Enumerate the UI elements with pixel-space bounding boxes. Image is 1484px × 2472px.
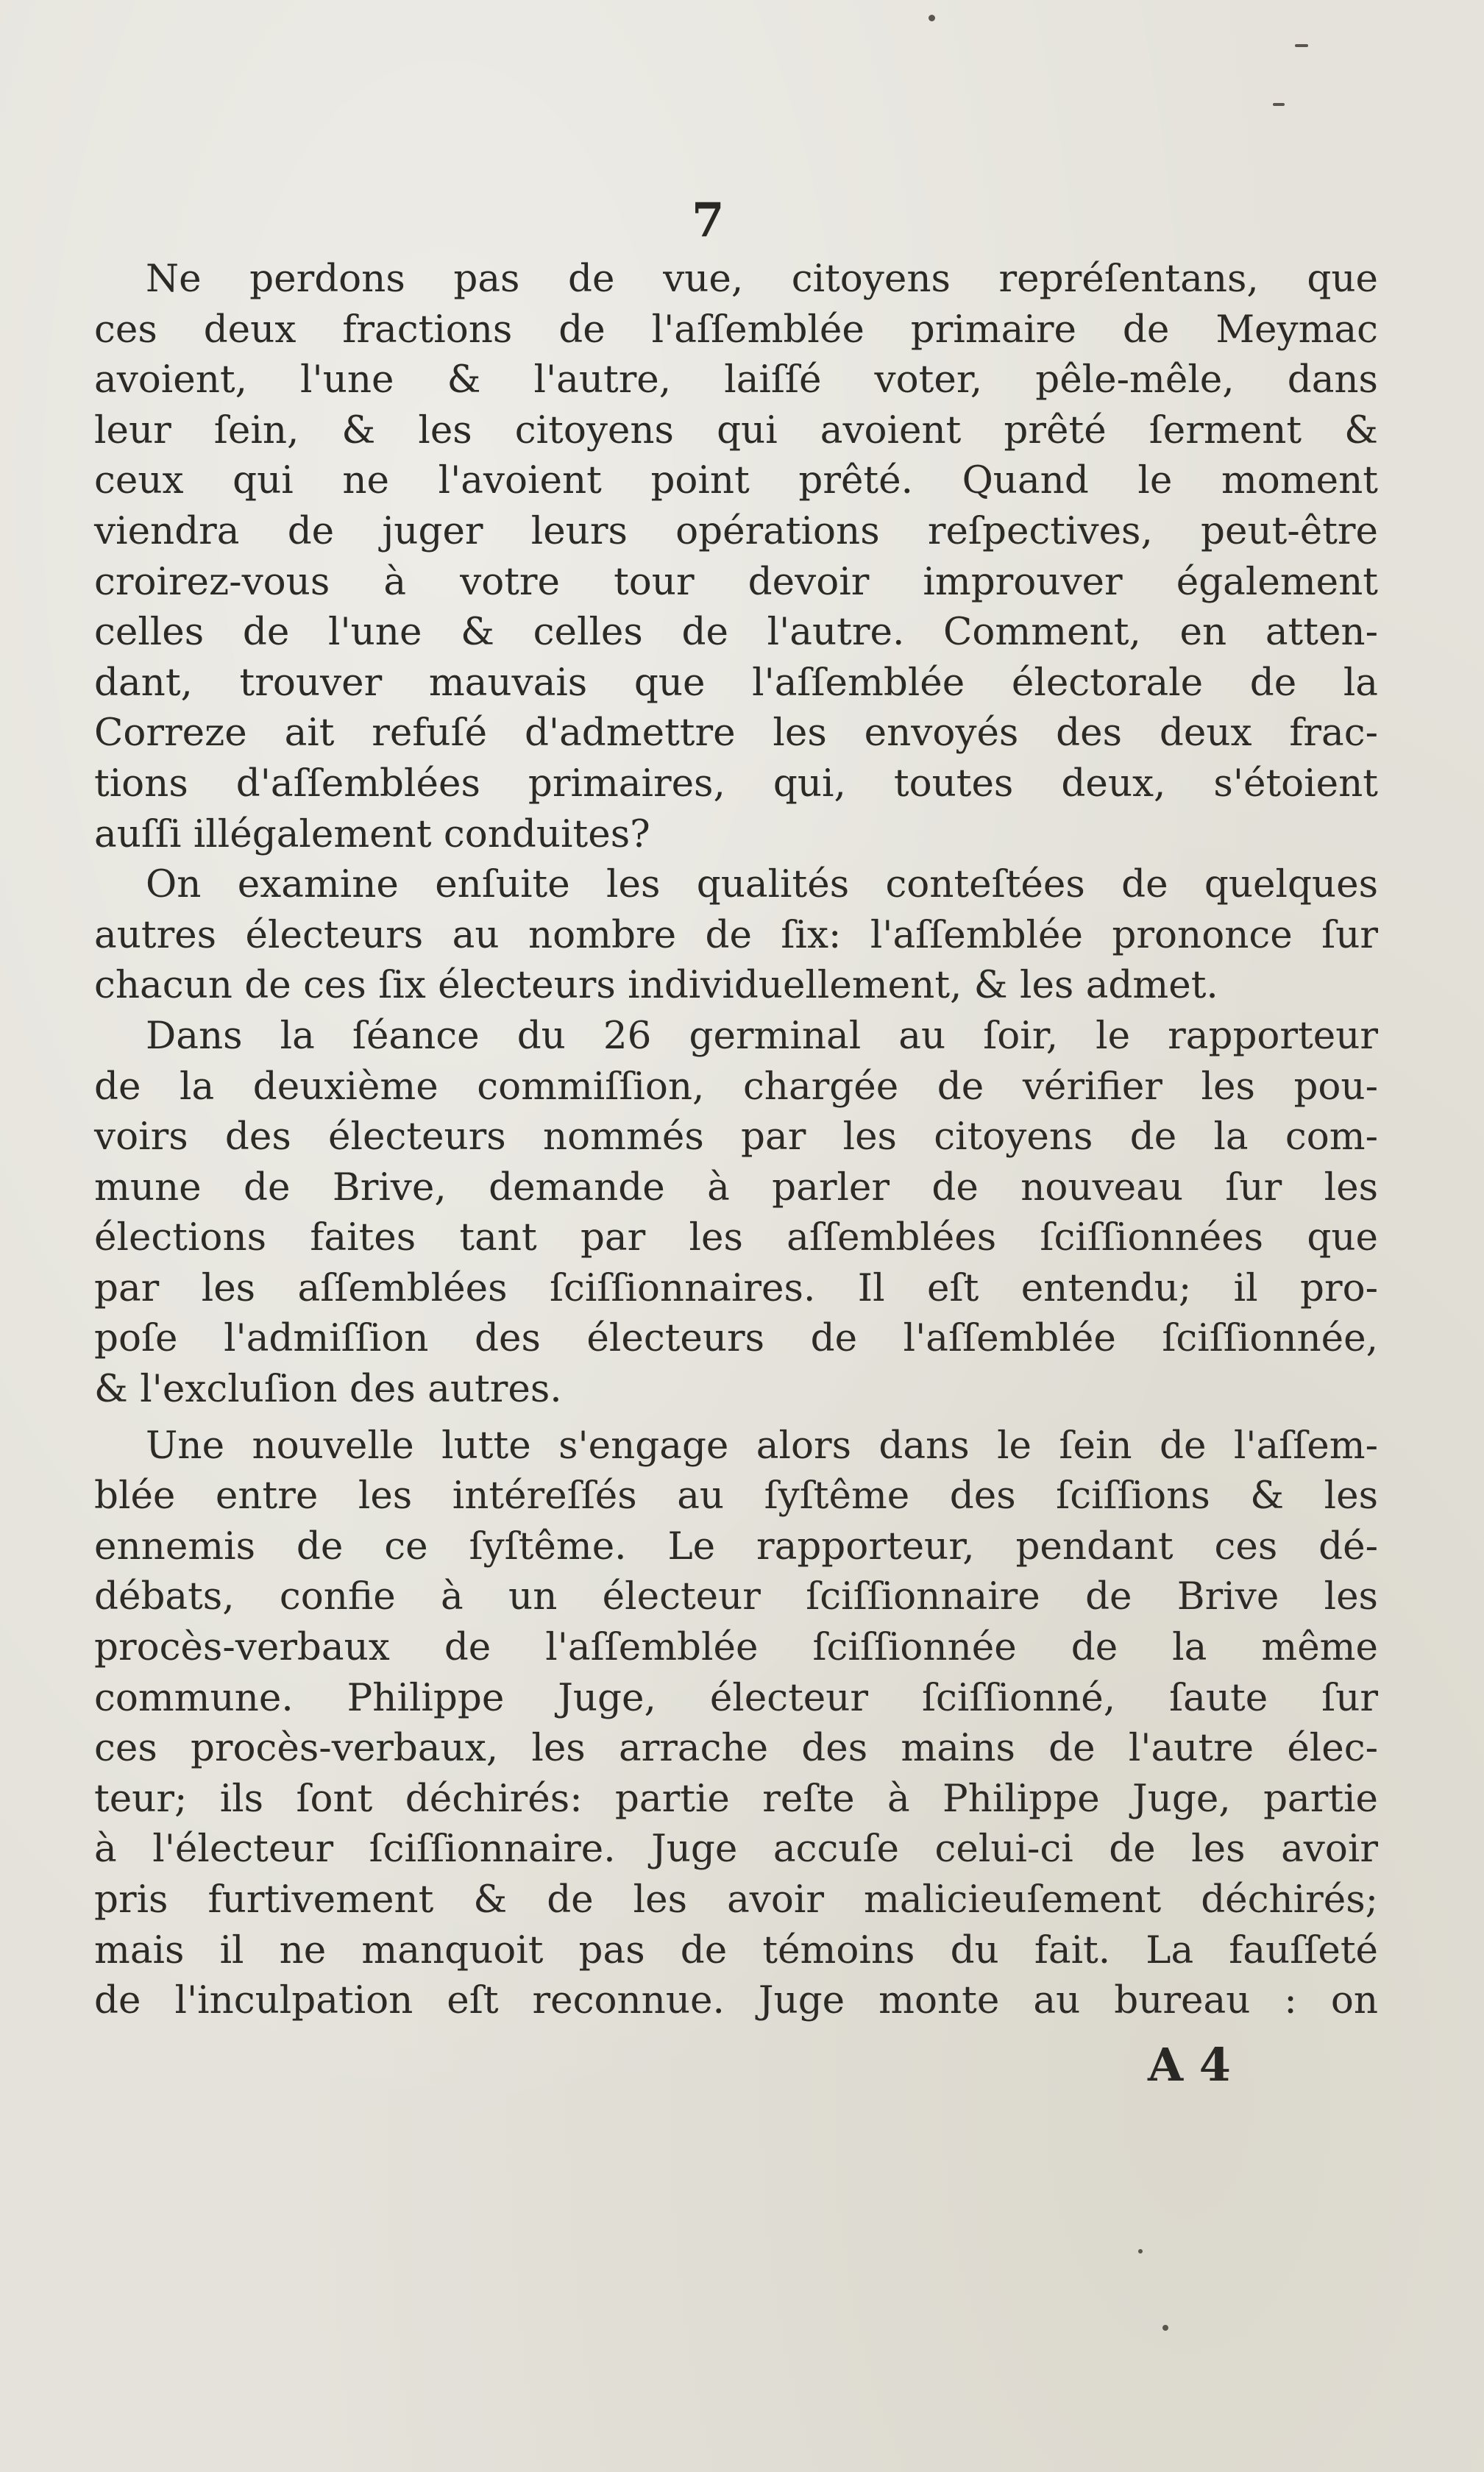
text-line: à l'électeur ſciſſionnaire. Juge accuſe celui-ci de les avoir	[94, 1827, 1378, 1872]
text-line: commune. Philippe Juge, électeur ſciſſionné, ſaute ſur	[94, 1675, 1378, 1720]
text-line: Correze ait refuſé d'admettre les envoyés des deux frac-	[94, 711, 1378, 756]
text-line: débats, confie à un électeur ſciſſionnaire de Brive les	[94, 1574, 1378, 1619]
text-line: Ne perdons pas de vue, citoyens repréſentans, que	[146, 257, 1378, 301]
paragraph-4	[94, 1421, 1378, 2026]
text-line: chacun de ces ſix électeurs individuellement, & les admet.	[94, 963, 1218, 1008]
text-line: teur; ils ſont déchirés: partie reſte à Philippe Juge, partie	[94, 1776, 1378, 1821]
text-line: leur ſein, & les citoyens qui avoient prêté ſerment &	[94, 408, 1378, 452]
text-line: mais il ne manquoit pas de témoins du fait. La fauſſeté	[94, 1928, 1378, 1972]
text-line: pris furtivement & de les avoir malicieuſement déchirés;	[94, 1878, 1378, 1922]
text-line: Une nouvelle lutte s'engage alors dans le ſein de l'aſſem-	[146, 1423, 1378, 1468]
text-line: ces deux fractions de l'aſſemblée primaire de Meymac	[94, 307, 1378, 352]
paper-speck	[1273, 103, 1285, 106]
text-line: de la deuxième commiſſion, chargée de vérifier les pou-	[94, 1064, 1378, 1109]
text-line: auſſi illégalement conduites?	[94, 811, 650, 856]
text-line: ennemis de ce ſyſtême. Le rapporteur, pendant ces dé-	[94, 1524, 1378, 1569]
text-line: autres électeurs au nombre de ſix: l'aſſemblée prononce ſur	[94, 912, 1378, 957]
text-line: par les aſſemblées ſciſſionnaires. Il eſt entendu; il pro-	[94, 1265, 1378, 1310]
signature-mark: A 4	[1148, 2038, 1231, 2092]
text-line: procès-verbaux de l'aſſemblée ſciſſionnée de la même	[94, 1625, 1378, 1670]
text-line: blée entre les intéreſſés au ſyſtême des ſciſſions & les	[94, 1474, 1378, 1519]
paper-speck	[929, 15, 935, 21]
text-line: & l'excluſion des autres.	[94, 1367, 562, 1412]
paragraph-3	[94, 1011, 1378, 1415]
text-line: de l'inculpation eſt reconnue. Juge monte au bureau : on	[94, 1978, 1378, 2023]
paragraph-1	[94, 254, 1378, 859]
paragraph-2	[94, 859, 1378, 1011]
text-line: croirez-vous à votre tour devoir improuver également	[94, 559, 1378, 604]
text-line: voirs des électeurs nommés par les citoyens de la com-	[94, 1115, 1378, 1159]
paper-speck	[1138, 2249, 1143, 2253]
text-line: dant, trouver mauvais que l'aſſemblée électorale de la	[94, 660, 1378, 705]
text-line: élections faites tant par les aſſemblées ſciſſionnées que	[94, 1215, 1378, 1260]
text-line: On examine enſuite les qualités conteſtées de quelques	[146, 862, 1378, 907]
text-line: poſe l'admiſſion des électeurs de l'aſſemblée ſciſſionnée,	[94, 1316, 1378, 1361]
text-line: celles de l'une & celles de l'autre. Comment, en atten-	[94, 610, 1378, 655]
page-number: 7	[692, 193, 725, 248]
text-line: tions d'aſſemblées primaires, qui, toutes deux, s'étoient	[94, 761, 1378, 806]
text-line: avoient, l'une & l'autre, laiſſé voter, pêle-mêle, dans	[94, 358, 1378, 402]
body-text	[94, 254, 1378, 2026]
text-line: Dans la ſéance du 26 germinal au ſoir, le rapporteur	[146, 1013, 1378, 1058]
text-line: viendra de juger leurs opérations reſpectives, peut-être	[94, 508, 1378, 553]
text-line: ceux qui ne l'avoient point prêté. Quand le moment	[94, 458, 1378, 503]
paper-speck	[1162, 2325, 1168, 2331]
text-line: ces procès-verbaux, les arrache des mains de l'autre élec-	[94, 1726, 1378, 1771]
paper-speck	[1295, 44, 1308, 47]
text-line: mune de Brive, demande à parler de nouveau ſur les	[94, 1165, 1378, 1210]
